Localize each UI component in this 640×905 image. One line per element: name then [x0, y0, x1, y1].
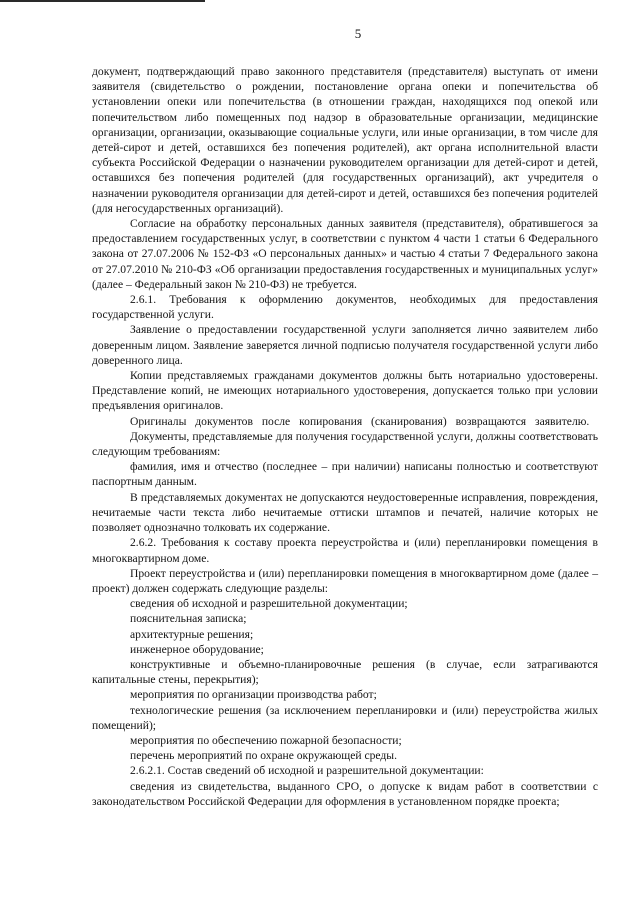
list-item: сведения об исходной и разрешительной документации;	[130, 597, 408, 611]
list-item: мероприятия по организации производства работ;	[130, 688, 377, 702]
paragraph-sro-info: сведения из свидетельства, выданного СРО, о допуске к видам работ в соответствии с законодательством Российской Федерации для оформления в установленном порядке проекта;	[92, 779, 598, 808]
paragraph-2-6-1: 2.6.1. Требования к оформлению документов, необходимых для предоставления государственной услуги.	[92, 293, 598, 322]
paragraph-originals: Оригиналы документов после копирования (сканирования) возвращаются заявителю.	[130, 414, 590, 428]
paragraph-full-name: фамилия, имя и отчество (последнее – при наличии) написаны полностью и соответствуют паспортным данным.	[92, 460, 598, 489]
top-rule	[0, 0, 205, 2]
paragraph-documents-requirements: Документы, представляемые для получения государственной услуги, должны соответствовать следующим требованиям:	[92, 429, 598, 459]
paragraph-consent: Согласие на обработку персональных данных заявителя (представителя), обратившегося за предоставлением государственных услуг, в соответствии с пунктом 4 части 1 статьи 6 Федерального закона от 27.07.2006 № 152-ФЗ «О персональных данных» и частью 4 статьи 7 Федерального закона от 27.07.2010 № 210-ФЗ «Об организации предоставления государственных и муниципальных услуг» (далее – Федеральный закон № 210-ФЗ) не требуется.	[92, 217, 598, 291]
list-item: перечень мероприятий по охране окружающей среды.	[130, 749, 397, 763]
paragraph-representative-document: документ, подтверждающий право законного представителя (представителя) выступать от имени заявителя (свидетельство о рождении, постановление органа опеки и попечительства об установлении опеки или попечительства (в отношении граждан, находящихся под опекой или попечительством либо помещенных под надзор в образовательные организации, медицинские организации, организации, оказывающие социальные услуги, или иные организации, в том числе для детей-сирот и детей, оставшихся без попечения родителей), акт органа исполнительной власти субъекта Российской Федерации о назначении руководителем организации для детей-сирот и детей, оставшихся без попечения родителей (для государственных организаций), акт учредителя о назначении руководителя организации для детей-сирот и детей, оставшихся без попечения родителей (для негосударственных организаций).	[92, 65, 598, 215]
page-number: 5	[354, 26, 362, 41]
document-body	[92, 64, 598, 809]
list-item: архитектурные решения;	[130, 627, 254, 641]
paragraph-2-6-2-1: 2.6.2.1. Состав сведений об исходной и разрешительной документации:	[130, 764, 484, 778]
list-item: пояснительная записка;	[130, 612, 247, 626]
list-item: мероприятия по обеспечению пожарной безопасности;	[130, 733, 402, 747]
paragraph-2-6-2: 2.6.2. Требования к составу проекта переустройства и (или) перепланировки помещения в многоквартирном доме.	[92, 536, 598, 565]
list-item: инженерное оборудование;	[130, 642, 264, 656]
paragraph-application: Заявление о предоставлении государственной услуги заполняется лично заявителем либо доверенным лицом. Заявление заверяется личной подписью получателя государственной услуги либо доверенного лица.	[92, 323, 598, 367]
paragraph-copies: Копии представляемых гражданами документов должны быть нотариально удостоверены. Представление копий, не имеющих нотариального удостоверения, допускается только при условии предъявления оригиналов.	[92, 369, 598, 413]
list-item: технологические решения (за исключением перепланировки и (или) переустройства жилых помещений);	[92, 703, 598, 732]
list-item: конструктивные и объемно-планировочные решения (в случае, если затрагиваются капитальные стены, перекрытия);	[92, 657, 598, 687]
paragraph-corrections: В представляемых документах не допускаются неудостоверенные исправления, повреждения, нечитаемые части текста либо нечитаемые оттиски штампов и печатей, наличие которых не позволяет однозначно толковать их содержание.	[92, 490, 598, 535]
paragraph-project-sections: Проект переустройства и (или) перепланировки помещения в многоквартирном доме (далее – проект) должен содержать следующие разделы:	[92, 566, 598, 595]
